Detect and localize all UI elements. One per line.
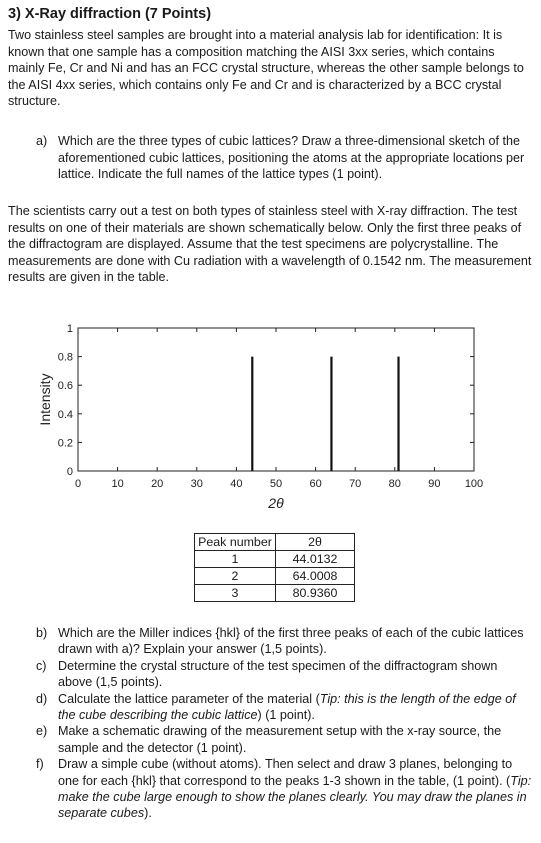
x-tick-label: 60 (309, 478, 322, 490)
table-cell: 3 (195, 585, 276, 602)
plot-frame (78, 328, 474, 471)
table-cell: 1 (195, 551, 276, 568)
question-label: c) (36, 658, 47, 673)
x-tick-label: 0 (74, 478, 82, 490)
question-text: Calculate the lattice parameter of the material ( (58, 691, 320, 706)
table-header-row (195, 534, 355, 551)
table-row (195, 568, 355, 585)
y-tick-label: 1 (66, 323, 73, 335)
question-a-label: a) (36, 134, 48, 148)
y-tick-label: 0.4 (57, 408, 73, 421)
question-c (36, 658, 532, 691)
question-list (36, 625, 532, 822)
x-tick-label: 90 (428, 478, 441, 490)
table-row (195, 585, 355, 602)
table-row (195, 551, 355, 568)
question-e (36, 723, 532, 756)
x-tick-label: 30 (190, 478, 203, 490)
x-tick-label: 20 (151, 478, 164, 490)
peaks-table (194, 533, 355, 602)
question-label: b) (36, 626, 48, 640)
x-tick-label: 50 (269, 478, 283, 490)
table-cell: 2 (195, 568, 276, 585)
y-axis-label: Intensity (37, 373, 53, 426)
question-text-end: ). (144, 806, 152, 821)
question-tip: Tip: this is the length of the edge of the cube describing the cubic lattice (58, 691, 516, 723)
header-peak-number: Peak number (195, 534, 276, 551)
table-cell: 44.0132 (276, 551, 355, 568)
x-tick-label: 100 (464, 478, 484, 490)
table-cell: 80.9360 (276, 585, 355, 602)
diffractogram-chart (30, 318, 500, 518)
x-tick-label: 10 (111, 478, 124, 490)
section-title: 3) X-Ray diffraction (7 Points) (8, 6, 212, 22)
middle-paragraph: The scientists carry out a test on both types of stainless steel with X-ray diffraction. The test results on one of their materials are shown schematically below. Only the first three peaks of the diffractogram are displayed. Assume that the test specimens are polycrystalline. The measurements are done with Cu radiation with a wavelength of 0.1542 nm. The measurement results are given in the table. (8, 204, 532, 285)
x-tick-label: 40 (230, 478, 243, 490)
y-tick-label: 0.2 (57, 437, 73, 450)
question-label: e) (36, 724, 48, 739)
question-label: d) (36, 691, 48, 706)
question-f (36, 756, 532, 822)
question-tip: Tip: make the cube large enough to show the planes clearly. You may draw the planes in separate cubes (58, 773, 532, 821)
question-label: f) (36, 757, 44, 772)
intro-paragraph: Two stainless steel samples are brought into a material analysis lab for identification: It is known that one sample has a composition matching the AISI 3xx series, which contains mainly Fe, Cr and Ni and has an FCC crystal structure, whereas the other sample belongs to the AISI 4xx series, which contains only Fe and Cr and is characterized by a BCC crystal structure. (8, 28, 524, 109)
table-cell: 64.0008 (276, 568, 355, 585)
x-tick-label: 80 (388, 478, 401, 490)
y-tick-label: 0.6 (57, 380, 73, 393)
question-a (36, 133, 530, 183)
question-a-text: Which are the three types of cubic lattices? Draw a three-dimensional sketch of the aforementioned cubic lattices, positioning the atoms at the appropriate locations per lattice. Indicate the full names of the lattice types (1 point). (58, 134, 525, 182)
question-text: Which are the Miller indices {hkl} of the first three peaks of each of the cubic lattices drawn with a)? Explain your answer (1,5 points). (58, 626, 524, 657)
y-tick-label: 0.8 (57, 351, 73, 364)
question-text: Make a schematic drawing of the measurement setup with the x-ray source, the sample and the detector (1 point). (58, 724, 502, 755)
x-tick-label: 70 (349, 478, 362, 490)
question-text: Determine the crystal structure of the test specimen of the diffractogram shown above (1,5 points). (58, 658, 498, 690)
question-text: Draw a simple cube (without atoms). Then select and draw 3 planes, belonging to one for each {hkl} that correspond to the peaks 1-3 shown in the table, (1 point). ( (58, 757, 513, 788)
question-b (36, 625, 532, 658)
question-d (36, 691, 532, 724)
y-tick-label: 0 (66, 466, 73, 478)
question-text-end: ) (1 point). (257, 708, 315, 723)
x-axis-label: 2θ (268, 495, 284, 511)
header-two-theta: 2θ (276, 534, 355, 551)
